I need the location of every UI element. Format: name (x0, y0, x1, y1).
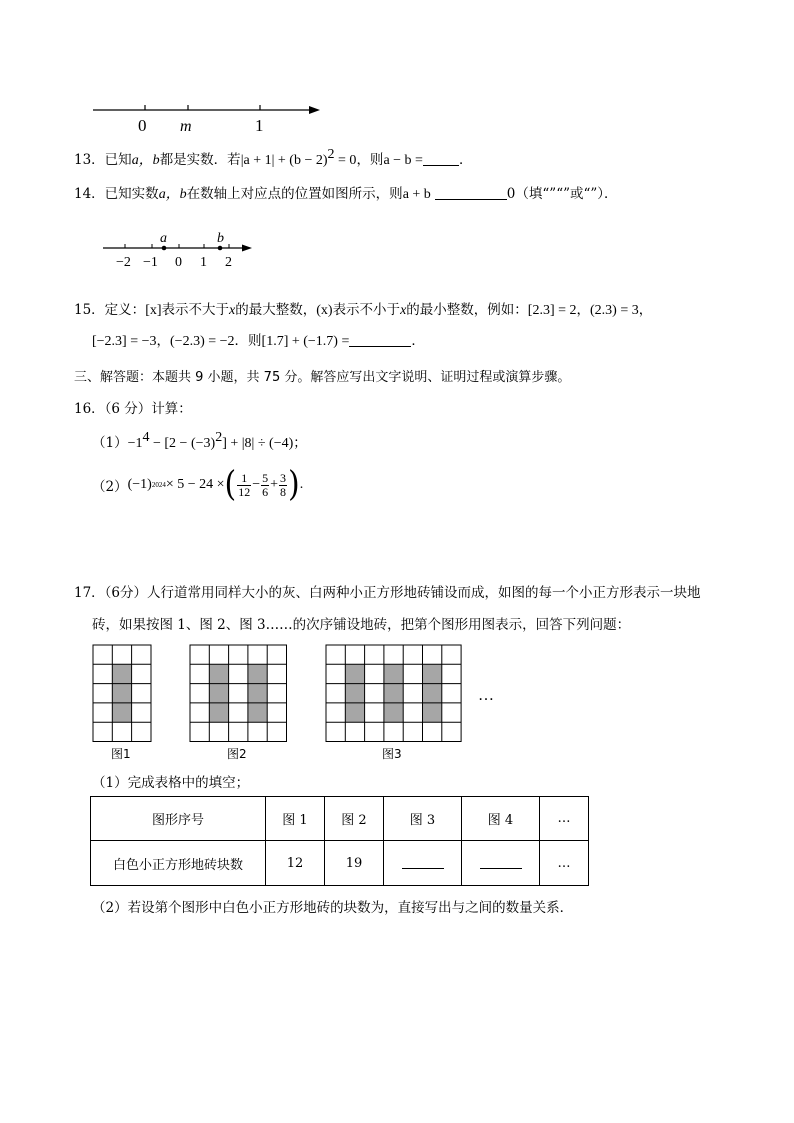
table-cell: … (540, 841, 589, 886)
right-paren: ) (288, 464, 300, 505)
fraction-3-8: $\frac{3}{8}$ (280, 470, 287, 499)
tick-label-2: 2 (225, 255, 232, 270)
tick-label-1: 1 (255, 116, 264, 135)
answer-blank-fig4[interactable] (462, 841, 540, 886)
point-label-b: b (217, 231, 224, 246)
fraction-1-12: $\frac{1}{12}$ (238, 470, 251, 499)
table-header-cell: 图 1 (266, 797, 325, 841)
table-row (91, 797, 589, 841)
table-row (91, 841, 589, 886)
fraction-5-6: $\frac{5}{6}$ (262, 470, 269, 499)
point-label-a: a (160, 231, 167, 246)
question-14: 14．已知实数a，b在数轴上对应点的位置如图所示，则a + b 0（填“”“”或“”）． (74, 186, 618, 202)
question-15-line2: [−2.3] = −3，(−2.3) = −2．则[1.7] + (−1.7) = ． (92, 333, 425, 349)
question-17-line1: 17．（6分）人行道常用同样大小的灰、白两种小正方形地砖铺设而成，如图的每一个小正方形表示一块地 (74, 585, 701, 601)
fig-label-2: 图2 (227, 747, 247, 761)
question-16-part1: $(1)-1^4 - [2 - (-3)^2] + |8| \div (-4)$； (92, 430, 307, 451)
question-13: 13．已知a，b都是实数．若$|a + 1| + (b - 2)^2 = 0$，则a − b = ． (74, 147, 473, 168)
tick-label-0: 0 (138, 116, 147, 135)
answer-table (90, 796, 589, 886)
section-heading: 三、解答题：本题共 9 小题，共 75 分。解答应写出文字说明、证明过程或演算步骤。 (74, 370, 571, 385)
table-cell: 19 (325, 841, 384, 886)
tile-figure-2 (190, 645, 287, 742)
tick-label-1: 1 (200, 255, 207, 270)
tick-label-neg2: −2 (116, 255, 131, 270)
table-header-cell: 图 2 (325, 797, 384, 841)
tick-label-0: 0 (175, 255, 182, 270)
table-header-cell: … (540, 797, 589, 841)
table-cell: 白色小正方形地砖块数 (91, 841, 266, 886)
table-header-cell: 图形序号 (91, 797, 266, 841)
question-17-sub1: （1）完成表格中的填空； (92, 775, 250, 791)
tile-figure-3 (326, 645, 461, 742)
table-header-cell: 图 4 (462, 797, 540, 841)
question-17-line2: 砖，如果按图 1、图 2、图 3……的次序铺设地砖，把第个图形用图表示，回答下列问题： (92, 617, 631, 633)
fig-label-3: 图3 (382, 747, 402, 761)
question-16-title: 16．（6 分）计算： (74, 401, 192, 417)
table-header-cell: 图 3 (384, 797, 462, 841)
table-cell: 12 (266, 841, 325, 886)
answer-blank-fig3[interactable] (384, 841, 462, 886)
tick-label-m: m (180, 118, 192, 135)
fig-label-1: 图1 (111, 747, 131, 761)
question-16-part2: （2） (−1) 2024 × 5 − 24 × ( $\frac{1}{12}$ − $\frac{5}{6}$ + $\frac{3}{8}$ ) . (92, 464, 304, 505)
tick-label-neg1: −1 (143, 255, 158, 270)
tile-figure-1 (93, 645, 151, 742)
fig-ellipsis: … (478, 687, 494, 704)
question-15-line1: 15．定义：[x]表示不大于x的最大整数，(x)表示不小于x的最小整数，例如：[2.3] = 2，(2.3) = 3， (74, 302, 653, 318)
question-17-sub2: （2）若设第个图形中白色小正方形地砖的块数为，直接写出与之间的数量关系． (92, 900, 574, 916)
left-paren: ( (224, 464, 237, 505)
